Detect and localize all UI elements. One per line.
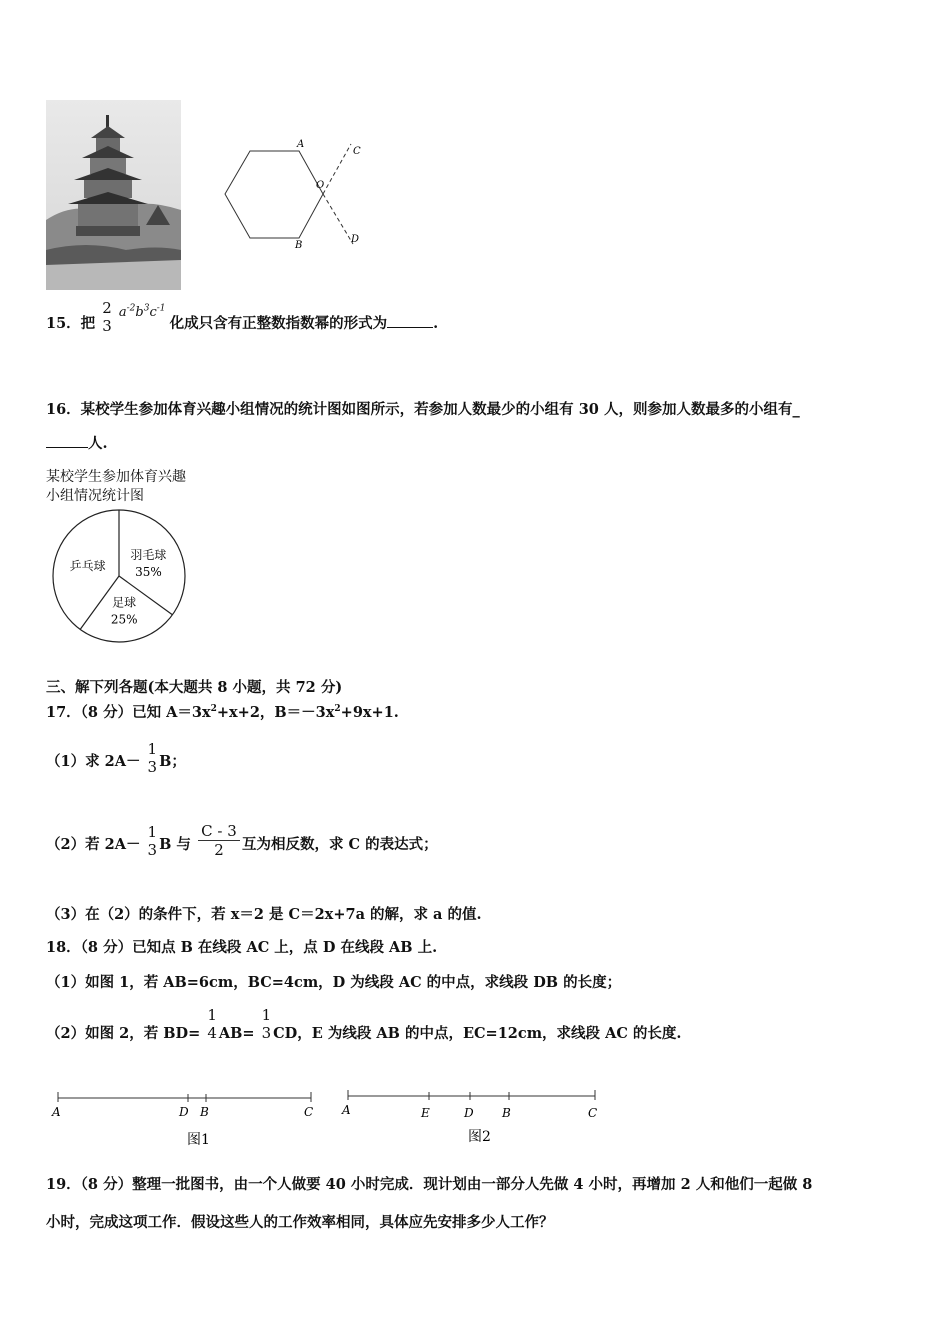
question-16-line1: 16．某校学生参加体育兴趣小组情况的统计图如图所示，若参加人数最少的小组有 30 人，则参加人数最多的小组有_ xyxy=(46,401,800,418)
q17-p1-fraction: 1 3 xyxy=(147,740,158,776)
fig1-caption: 图1 xyxy=(187,1132,210,1148)
pie-slice-name-2: 足球 xyxy=(112,595,137,610)
pie-slice-name-0: 乒乓球 xyxy=(69,558,106,573)
section-3-heading: 三、解下列各题(本大题共 8 小题，共 72 分) xyxy=(46,679,343,696)
fig2-label-b: B xyxy=(502,1106,511,1120)
q18-fraction-2: 1 3 xyxy=(261,1006,272,1042)
question-18-header: 18．（8 分）已知点 B 在线段 AC 上，点 D 在线段 AB 上. xyxy=(46,939,438,956)
question-18-part1: （1）如图 1，若 AB=6cm，BC=4cm，D 为线段 AC 的中点，求线段 DB 的长度； xyxy=(46,974,622,991)
pie-slice-value-2: 25% xyxy=(110,612,138,627)
hex-label-a: A xyxy=(297,139,305,150)
question-19-line2: 小时，完成这项工作．假设这些人的工作效率相同，具体应先安排多少人工作？ xyxy=(46,1214,554,1231)
question-17-part3: （3）在（2）的条件下，若 x＝2 是 C＝2x+7a 的解，求 a 的值. xyxy=(46,906,482,923)
pie-chart xyxy=(46,466,216,656)
q15-coef-num: 2 xyxy=(102,299,112,317)
fig2-label-a: A xyxy=(342,1103,351,1117)
fig1-label-d: D xyxy=(179,1105,189,1119)
q15-number: 15．把 xyxy=(46,315,96,332)
hexagon-figure xyxy=(215,132,375,257)
segment-figure-2 xyxy=(336,1086,616,1148)
question-16-line2: 人. xyxy=(46,432,108,453)
question-18-part2: （2）如图 2，若 BD= 1 4 AB= 1 3 CD，E 为线段 AB 的中点，EC=12cm，求线段 AC 的长度. xyxy=(46,1006,682,1042)
question-17-part2: （2）若 2A－ 1 3 B 与 $\frac{C - 3}{2}$ 互为相反数，求 C 的表达式； xyxy=(46,822,438,859)
segment-figure-1 xyxy=(46,1088,326,1150)
chart-title-line2: 小组情况统计图 xyxy=(46,488,144,504)
question-17-part1: （1）求 2A－ 1 3 B； xyxy=(46,740,186,776)
q15-coef-den: 3 xyxy=(102,317,112,335)
q17-p2-fraction: 1 3 xyxy=(147,822,158,859)
hex-label-c: C xyxy=(353,146,361,157)
fig2-label-e: E xyxy=(421,1106,430,1120)
hex-label-b: B xyxy=(295,240,303,251)
question-15: 15．把 2 3 $a^{-2}b^3c^{-1}$ 化成只含有正整数指数幂的形式为 . xyxy=(46,299,439,335)
q15-answer-blank xyxy=(387,327,433,328)
fig1-label-b: B xyxy=(200,1105,209,1119)
fig2-label-d: D xyxy=(464,1106,474,1120)
pagoda-photo xyxy=(46,100,181,290)
pie-slice-name-1: 羽毛球 xyxy=(130,548,167,563)
q18-fraction-1: 1 4 xyxy=(207,1006,217,1042)
q16-answer-blank xyxy=(46,447,88,448)
fig1-label-c: C xyxy=(304,1105,314,1119)
question-19-line1: 19．（8 分）整理一批图书，由一个人做要 40 小时完成．现计划由一部分人先做 4 小时，再增加 2 人和他们一起做 8 xyxy=(46,1176,813,1193)
pie-slice-value-1: 35% xyxy=(135,565,162,580)
fig2-label-c: C xyxy=(588,1106,598,1120)
q15-coefficient xyxy=(102,299,112,335)
fig2-caption: 图2 xyxy=(468,1129,491,1145)
fig1-label-a: A xyxy=(52,1105,61,1119)
question-17-header: 17．（8 分）已知 $A=3x^2+x+2$，$B=-3x^2+9x+1$. xyxy=(46,704,399,721)
hex-label-d: D xyxy=(351,234,360,245)
chart-title-line1: 某校学生参加体育兴趣 xyxy=(46,469,186,485)
hex-label-o: O xyxy=(316,180,325,191)
q15-expression: $a^{-2}b^3c^{-1}$ xyxy=(118,303,166,320)
q15-suffix: 化成只含有正整数指数幂的形式为 xyxy=(169,315,388,332)
q17-p2-c-fraction: $\frac{C - 3}{2}$ xyxy=(198,822,240,859)
